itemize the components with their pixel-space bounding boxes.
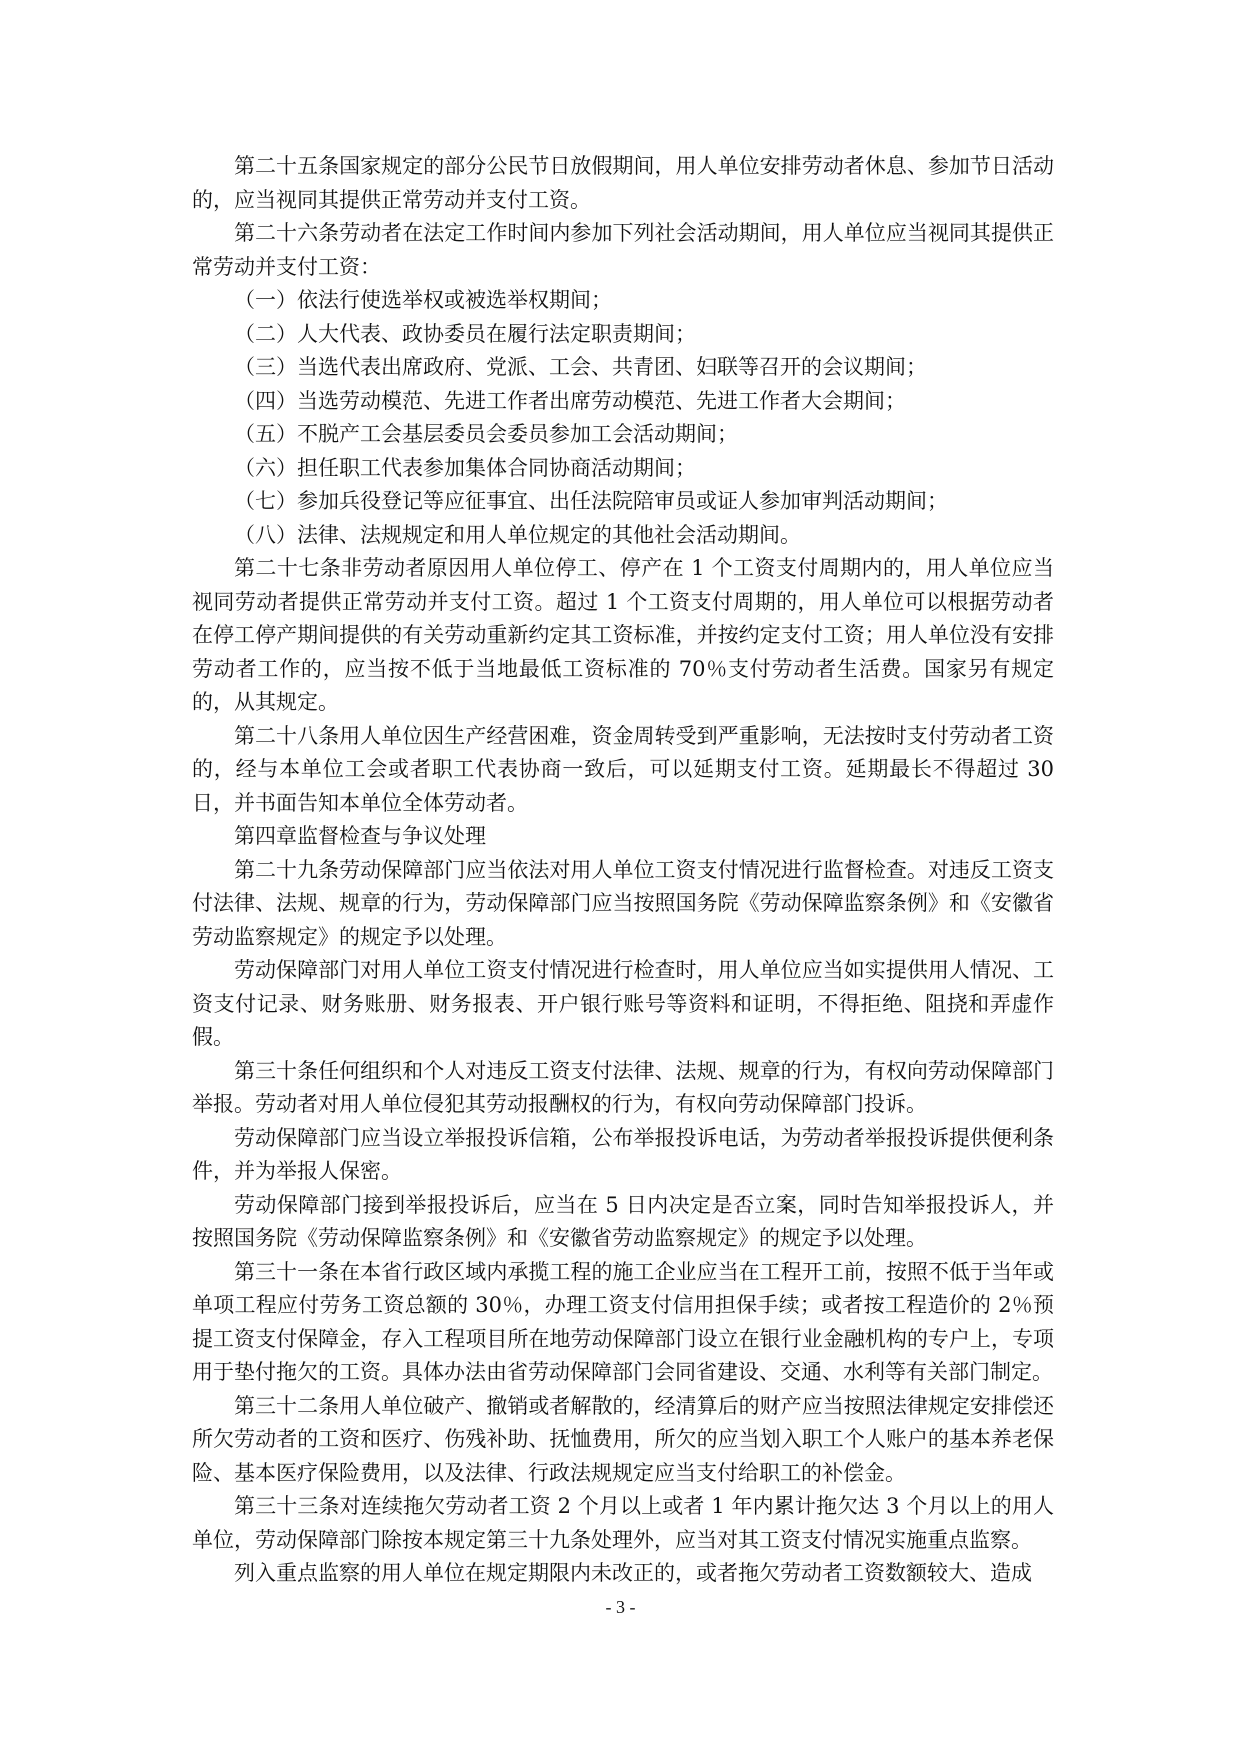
paragraph-art29: 第二十九条劳动保障部门应当依法对用人单位工资支付情况进行监督检查。对违反工资支付法律、法规、规章的行为，劳动保障部门应当按照国务院《劳动保障监察条例》和《安徽省劳动监察规定》的规定予以处理。 — [192, 857, 1054, 949]
list-item-8: （八）法律、法规规定和用人单位规定的其他社会活动期间。 — [234, 522, 801, 547]
paragraph-art33: 第三十三条对连续拖欠劳动者工资 2 个月以上或者 1 年内累计拖欠达 3 个月以上的用人单位，劳动保障部门除按本规定第三十九条处理外，应当对其工资支付情况实施重点监察。 — [192, 1494, 1054, 1552]
list-item-6: （六）担任职工代表参加集体合同协商活动期间； — [234, 455, 696, 480]
list-item-2: （二）人大代表、政协委员在履行法定职责期间； — [234, 321, 696, 346]
list-item-4: （四）当选劳动模范、先进工作者出席劳动模范、先进工作者大会期间； — [234, 388, 906, 413]
paragraph-art32: 第三十二条用人单位破产、撤销或者解散的，经清算后的财产应当按照法律规定安排偿还所欠劳动者的工资和医疗、伤残补助、抚恤费用，所欠的应当划入职工个人账户的基本养老保险、基本医疗保险费用，以及法律、行政法规规定应当支付给职工的补偿金。 — [192, 1393, 1054, 1485]
page-number: - 3 - — [605, 1597, 636, 1617]
paragraph-art26: 第二十六条劳动者在法定工作时间内参加下列社会活动期间，用人单位应当视同其提供正常劳动并支付工资： — [192, 221, 1054, 279]
list-item-3: （三）当选代表出席政府、党派、工会、共青团、妇联等召开的会议期间； — [234, 355, 927, 379]
chapter-heading: 第四章监督检查与争议处理 — [234, 824, 486, 848]
paragraph-key-supervision: 列入重点监察的用人单位在规定期限内未改正的，或者拖欠劳动者工资数额较大、造成 — [234, 1561, 1032, 1585]
list-item-5: （五）不脱产工会基层委员会委员参加工会活动期间； — [234, 422, 738, 446]
paragraph-art25: 第二十五条国家规定的部分公民节日放假期间，用人单位安排劳动者休息、参加节日活动的，应当视同其提供正常劳动并支付工资。 — [192, 154, 1054, 212]
paragraph-complaint-handling: 劳动保障部门接到举报投诉后，应当在 5 日内决定是否立案，同时告知举报投诉人，并按照国务院《劳动保障监察条例》和《安徽省劳动监察规定》的规定予以处理。 — [192, 1192, 1054, 1250]
paragraph-art31: 第三十一条在本省行政区域内承揽工程的施工企业应当在工程开工前，按照不低于当年或单项工程应付劳务工资总额的 30％，办理工资支付信用担保手续；或者按工程造价的 2％预提工资支付保障金，存入工程项目所在地劳动保障部门设立在银行业金融机构的专户上，专项用于垫付拖欠的工资。具体办法由省劳动保障部门会同省建设、交通、水利等有关部门制定。 — [192, 1259, 1054, 1384]
paragraph-report-box: 劳动保障部门应当设立举报投诉信箱，公布举报投诉电话，为劳动者举报投诉提供便利条件，并为举报人保密。 — [192, 1125, 1054, 1183]
paragraph-art27: 第二十七条非劳动者原因用人单位停工、停产在 1 个工资支付周期内的，用人单位应当视同劳动者提供正常劳动并支付工资。超过 1 个工资支付周期的，用人单位可以根据劳动者在停工停产期间提供的有关劳动重新约定其工资标准，并按约定支付工资；用人单位没有安排劳动者工作的，应当按不低于当地最低工资标准的 70％支付劳动者生活费。国家另有规定的，从其规定。 — [192, 556, 1054, 714]
paragraph-inspection: 劳动保障部门对用人单位工资支付情况进行检查时，用人单位应当如实提供用人情况、工资支付记录、财务账册、财务报表、开户银行账号等资料和证明，不得拒绝、阻挠和弄虚作假。 — [192, 958, 1054, 1049]
list-item-7: （七）参加兵役登记等应征事宜、出任法院陪审员或证人参加审判活动期间； — [234, 489, 948, 513]
document-body — [192, 150, 1054, 1591]
paragraph-art28: 第二十八条用人单位因生产经营困难，资金周转受到严重影响，无法按时支付劳动者工资的，经与本单位工会或者职工代表协商一致后，可以延期支付工资。延期最长不得超过 30 日，并书面告知本单位全体劳动者。 — [192, 723, 1054, 815]
paragraph-art30: 第三十条任何组织和个人对违反工资支付法律、法规、规章的行为，有权向劳动保障部门举报。劳动者对用人单位侵犯其劳动报酬权的行为，有权向劳动保障部门投诉。 — [192, 1058, 1054, 1116]
list-item-1: （一）依法行使选举权或被选举权期间； — [234, 288, 612, 312]
